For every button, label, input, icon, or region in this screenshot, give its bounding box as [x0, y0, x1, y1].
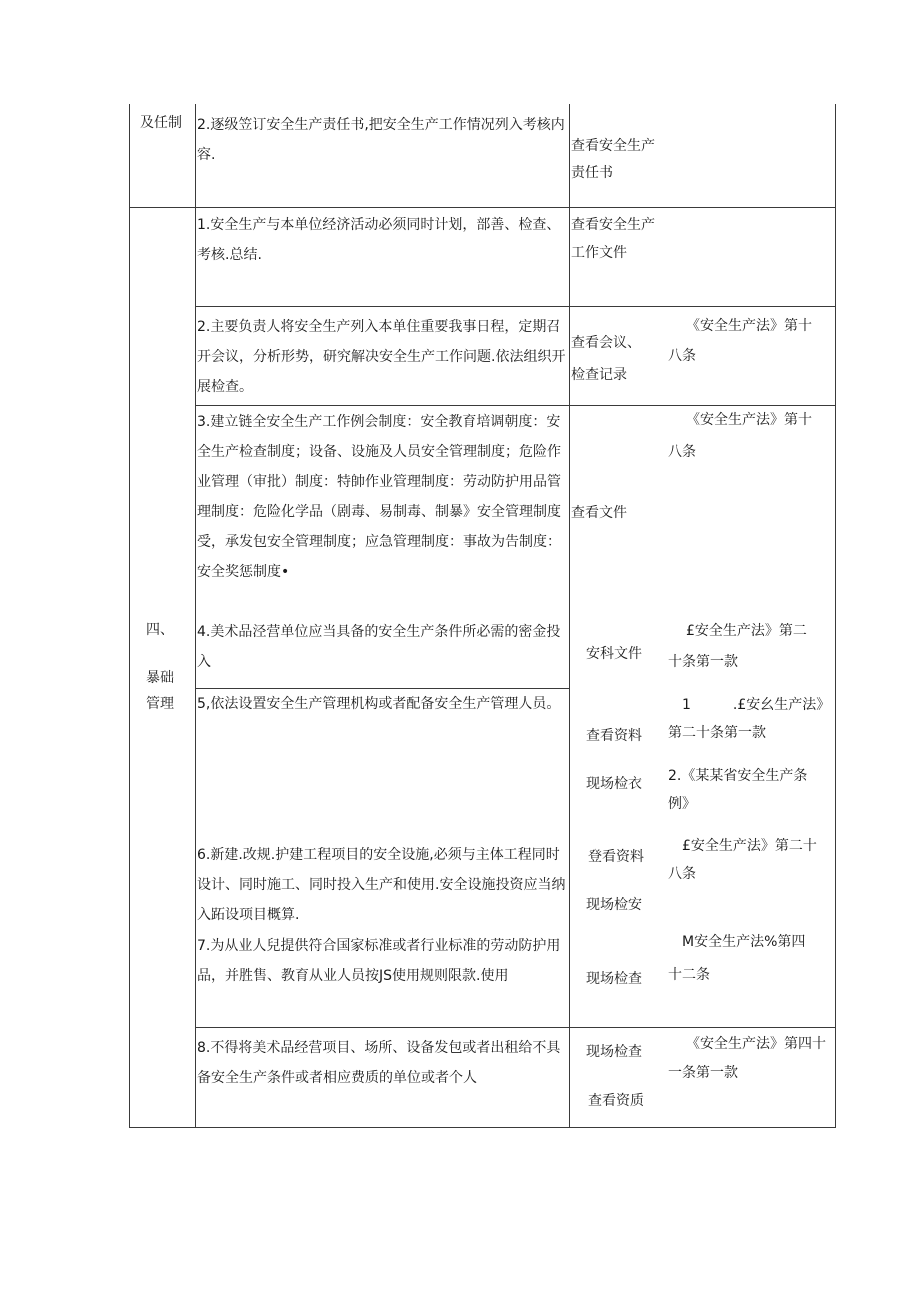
- row-divider-section: [129, 207, 836, 208]
- item-8-method-line-2: 查看资质: [588, 1093, 644, 1109]
- item-5-basis-line-2: 第二十条第一款: [668, 725, 766, 741]
- category-name-line-2: 管理: [146, 696, 174, 712]
- item-8-basis-line-2: 一条第一款: [668, 1065, 738, 1081]
- item-3-basis-line-2: 八条: [668, 444, 696, 460]
- top-method-line-1: 查看安全生产: [571, 138, 655, 154]
- item-2-text: 2.主要负责人将安全生产列入本单住重要我事日程，定期召开会议，分析形势，研究解决安全生产工作问题.依法组织开展检查。: [197, 319, 566, 395]
- item-2-method-line-1: 查看会议、: [571, 335, 641, 351]
- item-3-basis-line-1: 《安全生产法》第十: [686, 412, 812, 428]
- item-3-method-line-1: 查看文件: [571, 505, 627, 521]
- item-8-basis-line-1: 《安全生产法》第四十: [686, 1036, 826, 1052]
- item-6-basis-line-2: 八条: [668, 866, 696, 882]
- item-5-method-line-2: 现场检衣: [586, 776, 642, 792]
- item-2-basis-line-1: 《安全生产法》第十: [686, 318, 812, 334]
- item-3-text: 3.建立链全安全生产工作例会制度：安全教育培调朝度：安全生产检查制度；设备、设施及人员安全管理制度；危险作业管理（审批）制度：特帥作业管理制度：劳动防护用品管理制度：危险化学品（剧毒、易制毒、制暴》安全管理制度受，承发包安全管理制度；应急管理制度：事故为告制度：安全奖惩制度•: [197, 414, 561, 580]
- item-1-method-line-2: 工作文件: [571, 245, 627, 261]
- column-divider-category: [195, 104, 196, 1128]
- top-method-line-2: 责任书: [571, 165, 613, 181]
- column-divider-method: [569, 104, 570, 1128]
- item-8-text: 8.不得将美术品经营项目、场所、设备发包或者出租给不具备安全生产条件或者相应费质的单位或者个人: [197, 1040, 561, 1086]
- item-5-text: 5,依法设置安全生产管理机构或者配备安全生产管理人员。: [197, 696, 561, 712]
- item-5-method-line-1: 查看资料: [586, 728, 642, 744]
- row-divider-item-1: [195, 306, 836, 307]
- item-2-basis-line-2: 八条: [668, 348, 696, 364]
- item-1-text: 1.安全生产与本单位经济活动必须同时计划，部善、检查、考核.总结.: [197, 217, 561, 263]
- top-category-label: 及任制: [140, 115, 182, 131]
- item-6-method-line-1: 登看资料: [588, 849, 644, 865]
- item-7-basis-line-2: 十二条: [668, 967, 710, 983]
- item-4-basis-line-2: 十条第一款: [668, 654, 738, 670]
- item-5-basis-line-3: 2.《某某省安全生产条: [668, 768, 808, 784]
- item-7-method-line-1: 现场检查: [586, 971, 642, 987]
- item-5-basis-line-4: 例》: [668, 796, 696, 812]
- item-4-method-line-1: 安科文件: [586, 646, 642, 662]
- item-6-text: 6.新建.改规.护建工程项目的安全设施,必须与主体工程同时设计、同时施工、同时投入生产和使用.安全设施投资应当纳入跖设项目概算.: [197, 847, 566, 923]
- item-7-text: 7.为从业人兒提供符合国家标准或者行业标准的劳动防护用品，并胜售、教育从业人员按JS使用规则限款.使用: [197, 938, 561, 984]
- item-4-basis-line-1: £安全生产法》第二: [686, 623, 807, 639]
- item-6-method-line-2: 现场检安: [586, 897, 642, 913]
- item-7-basis-line-1: M安全生产法%第四: [682, 934, 806, 950]
- item-4-text: 4.美术品泾营单位应当具备的安全生产条件所必需的密金投入: [197, 624, 561, 670]
- top-item-text: 2.逐级笠订安全生产责任书,把安全生产工作情况列入考核内容.: [197, 117, 565, 163]
- item-1-method-line-1: 查看安全生产: [571, 217, 655, 233]
- item-5-basis-line-1: 1 .£安幺生产法》: [682, 697, 831, 713]
- table-border-bottom: [129, 1127, 836, 1128]
- category-name-line-1: 暴础: [146, 670, 174, 686]
- item-6-basis-line-1: £安全生产法》第二十: [682, 838, 817, 854]
- item-2-method-line-2: 检查记录: [571, 367, 627, 383]
- row-divider-item-8: [195, 1027, 836, 1028]
- item-8-method-line-1: 现场检查: [586, 1044, 642, 1060]
- table-border-right: [835, 104, 836, 1128]
- table-border-left: [129, 104, 130, 1128]
- category-number: 四、: [146, 622, 174, 638]
